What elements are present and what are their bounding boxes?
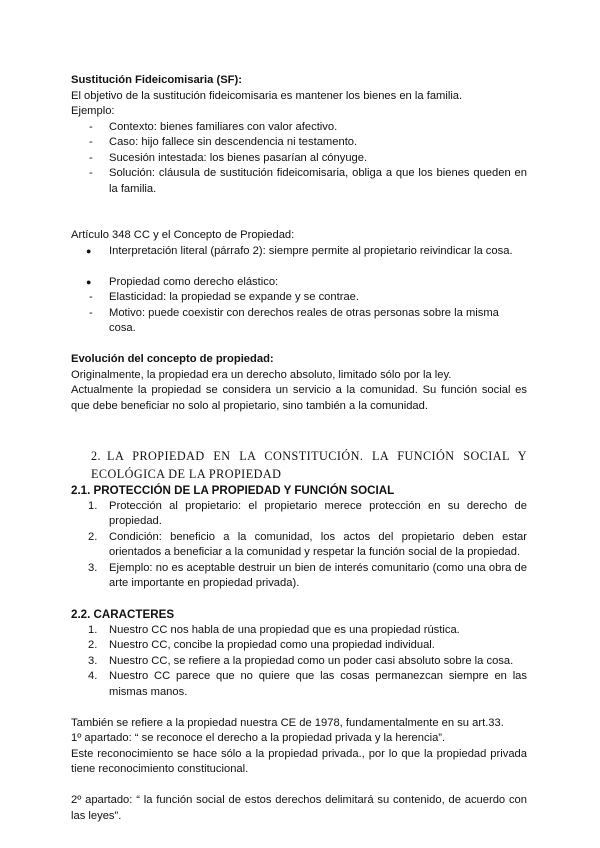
section-2-number: 2. <box>91 449 102 463</box>
list-item: - Motivo: puede coexistir con derechos reales de otras personas sobre la misma cosa. <box>71 306 527 337</box>
art348-dash-list <box>71 290 527 337</box>
list-number: 2. <box>88 639 98 651</box>
list-item <box>71 654 527 670</box>
list-number: 3. <box>88 561 98 574</box>
evolucion-paragraph-2: Actualmente la propiedad se considera un servicio a la comunidad. Su función social es que debe beneficiar no solo al propietario, sino también a la comunidad. <box>71 384 527 412</box>
ce-paragraph-4: 2º apartado: “ la función social de estos derechos delimitará su contenido, de acuerdo con las leyes”. <box>71 794 527 822</box>
document-page <box>71 73 527 824</box>
list-number: 4. <box>88 670 98 682</box>
s22-list <box>71 623 527 701</box>
list-item: - Elasticidad: la propiedad se expande y se contrae. <box>71 290 527 306</box>
list-item: - Solución: cláusula de sustitución fideicomisaria, obliga a que los bienes queden en la familia. <box>71 166 527 197</box>
list-text: Condición: beneficio a la comunidad, los actos del propietario deben estar orientados a beneficiar a la comunidad y respetar la función social de la propiedad. <box>109 530 527 558</box>
list-text: Nuestro CC nos habla de una propiedad que es una propiedad rústica. <box>109 623 460 636</box>
sf-title: Sustitución Fideicomisaria (SF): <box>71 74 242 86</box>
list-item <box>71 623 527 639</box>
s21-list <box>71 499 527 592</box>
ce-paragraph-3: Este reconocimiento se hace sólo a la propiedad privada., por lo que la propiedad privada tiene reconocimiento constitucional. <box>71 747 527 775</box>
list-text: Nuestro CC, se refiere a la propiedad como un poder casi absoluto sobre la cosa. <box>109 654 514 667</box>
evolucion-title: Evolución del concepto de propiedad: <box>71 353 274 365</box>
list-number: 1. <box>88 499 98 512</box>
list-item: - Contexto: bienes familiares con valor afectivo. <box>71 120 527 136</box>
list-text: Nuestro CC parece que no quiere que las cosas permanezcan siempre en las mismas manos. <box>109 670 527 698</box>
list-item <box>71 499 527 530</box>
list-item <box>71 530 527 561</box>
art348-title: Artículo 348 CC y el Concepto de Propiedad: <box>71 229 295 241</box>
list-item <box>71 561 527 592</box>
list-item: - Caso: hijo fallece sin descendencia ni testamento. <box>71 135 527 151</box>
s22-title: 2.2. CARACTERES <box>71 608 175 621</box>
section-2-heading <box>71 447 527 483</box>
list-item <box>71 638 527 654</box>
ce-paragraph-1: También se refiere a la propiedad nuestra CE de 1978, fundamentalmente en su art.33. <box>71 716 504 729</box>
list-number: 3. <box>88 654 98 667</box>
list-text: Protección al propietario: el propietario merece protección en su derecho de propiedad. <box>109 499 527 527</box>
sf-example-label: Ejemplo: <box>71 105 115 117</box>
list-item: - Sucesión intestada: los bienes pasarían al cónyuge. <box>71 151 527 167</box>
list-text: Ejemplo: no es aceptable destruir un bien de interés comunitario (como una obra de arte importante en propiedad privada). <box>109 561 527 589</box>
s21-title: 2.1. PROTECCIÓN DE LA PROPIEDAD Y FUNCIÓN SOCIAL <box>71 484 395 497</box>
list-number: 2. <box>88 530 98 543</box>
section-2-title: LA PROPIEDAD EN LA CONSTITUCIÓN. LA FUNCIÓN SOCIAL Y ECOLÓGICA DE LA PROPIEDAD <box>91 449 527 481</box>
list-item <box>71 669 527 700</box>
list-item: ● Propiedad como derecho elástico: <box>71 275 527 291</box>
art348-bullet-list-2 <box>71 275 527 291</box>
evolucion-paragraph-1: Originalmente, la propiedad era un derecho absoluto, limitado sólo por la ley. <box>71 368 452 381</box>
list-item: ● Interpretación literal (párrafo 2): siempre permite al propietario reivindicar la cosa. <box>71 244 527 260</box>
ce-paragraph-2: 1º apartado: “ se reconoce el derecho a la propiedad privada y la herencia”. <box>71 732 446 744</box>
sf-list <box>71 120 527 198</box>
sf-objective: El objetivo de la sustitución fideicomisaria es mantener los bienes en la familia. <box>71 89 463 102</box>
list-text: Nuestro CC, concibe la propiedad como una propiedad individual. <box>109 639 435 651</box>
list-number: 1. <box>88 623 98 636</box>
art348-bullet-list <box>71 244 527 260</box>
